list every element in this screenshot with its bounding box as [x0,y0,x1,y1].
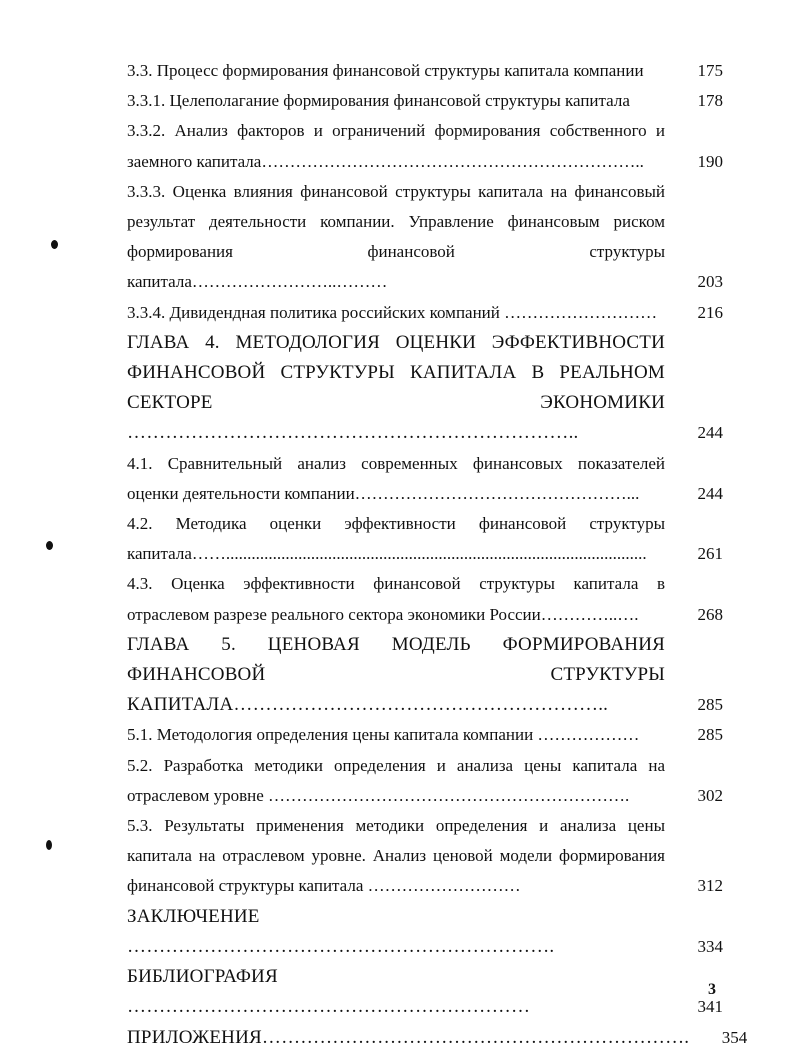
toc-entry-page: 285 [697,695,723,715]
toc-entry-page: 178 [697,91,723,111]
toc-entry-page: 302 [697,785,723,805]
toc-entry-title: 3.3.3. Оценка влияния финансовой структуры капитала на финансовый результат деятельности компании. Управление финансовым риском формирования финансовой структуры капитала……………………..……… [127,181,665,292]
toc-entry [127,449,723,509]
toc-entry [127,298,723,328]
toc-chapter-entry [127,962,723,1022]
toc-entry-title: 3.3. Процесс формирования финансовой структуры капитала компании [127,61,644,80]
toc-entry-title: 3.3.2. Анализ факторов и ограничений формирования собственного и заемного капитала………………………………………………………….. [127,121,665,171]
toc-entry-page: 244 [697,483,723,503]
table-of-contents [127,56,748,1053]
toc-entry-title: 4.2. Методика оценки эффективности финансовой структуры капитала……................................................................................................... [127,514,665,564]
toc-chapter-title: ПРИЛОЖЕНИЯ…………………………………………………………. [127,1026,690,1048]
binder-hole-mark [46,840,52,850]
toc-entry-title: 5.1. Методология определения цены капитала компании ……………… [127,725,640,745]
toc-entry-title: 4.3. Оценка эффективности финансовой структуры капитала в отраслевом разрезе реального сектора экономики России…………..…. [127,574,665,624]
toc-entry [127,569,723,629]
toc-entry [127,86,723,116]
toc-chapter-title: БИБЛИОГРАФИЯ ……………………………………………………… [127,966,531,1018]
toc-entry-title: 3.3.4. Дивидендная политика российских компаний ……………………… [127,302,658,322]
toc-entry [127,56,723,86]
toc-entry [127,720,723,750]
toc-chapter-entry [127,1023,748,1053]
toc-entry-page: 203 [697,272,723,292]
toc-entry-page: 312 [697,876,723,896]
toc-entry-page: 216 [697,302,723,322]
toc-chapter-entry [127,328,723,449]
toc-chapter-title: ГЛАВА 4. МЕТОДОЛОГИЯ ОЦЕНКИ ЭФФЕКТИВНОСТИ ФИНАНСОВОЙ СТРУКТУРЫ КАПИТАЛА В РЕАЛЬНОМ СЕКТОРЕ ЭКОНОМИКИ …………………………………………………………….. [127,331,665,444]
binder-hole-mark [51,240,58,249]
toc-entry-page: 268 [697,604,723,624]
binder-hole-mark [46,541,53,550]
toc-chapter-entry [127,902,723,962]
toc-entry [127,811,723,902]
toc-entry-title: 3.3.1. Целеполагание формирования финансовой структуры капитала [127,91,630,111]
toc-entry [127,509,723,569]
toc-chapter-title: ГЛАВА 5. ЦЕНОВАЯ МОДЕЛЬ ФОРМИРОВАНИЯ ФИНАНСОВОЙ СТРУКТУРЫ КАПИТАЛА………………………………………………….. [127,633,665,716]
toc-entry-page: 175 [697,61,723,80]
toc-entry-page: 334 [697,936,723,956]
toc-entry-title: 5.2. Разработка методики определения и анализа цены капитала на отраслевом уровне ………………………………………………………. [127,755,665,805]
toc-entry-title: 5.3. Результаты применения методики определения и анализа цены капитала на отраслевом уровне. Анализ ценовой модели формирования финансовой структуры капитала ……………………… [127,816,665,896]
toc-entry-page: 354 [721,1027,748,1047]
page-number: 3 [708,981,716,998]
toc-chapter-entry [127,630,723,721]
toc-entry-page: 190 [697,151,723,171]
toc-entry [127,116,723,176]
toc-entry-page: 285 [697,725,723,745]
toc-entry-page: 244 [697,423,723,443]
toc-entry-page: 341 [697,997,723,1017]
toc-entry [127,751,723,811]
toc-entry-title: 4.1. Сравнительный анализ современных финансовых показателей оценки деятельности компании…………………………………………... [127,453,665,503]
toc-entry [127,177,723,298]
toc-chapter-title: ЗАКЛЮЧЕНИЕ …………………………………………………………. [127,905,555,957]
toc-entry-page: 261 [697,544,723,564]
